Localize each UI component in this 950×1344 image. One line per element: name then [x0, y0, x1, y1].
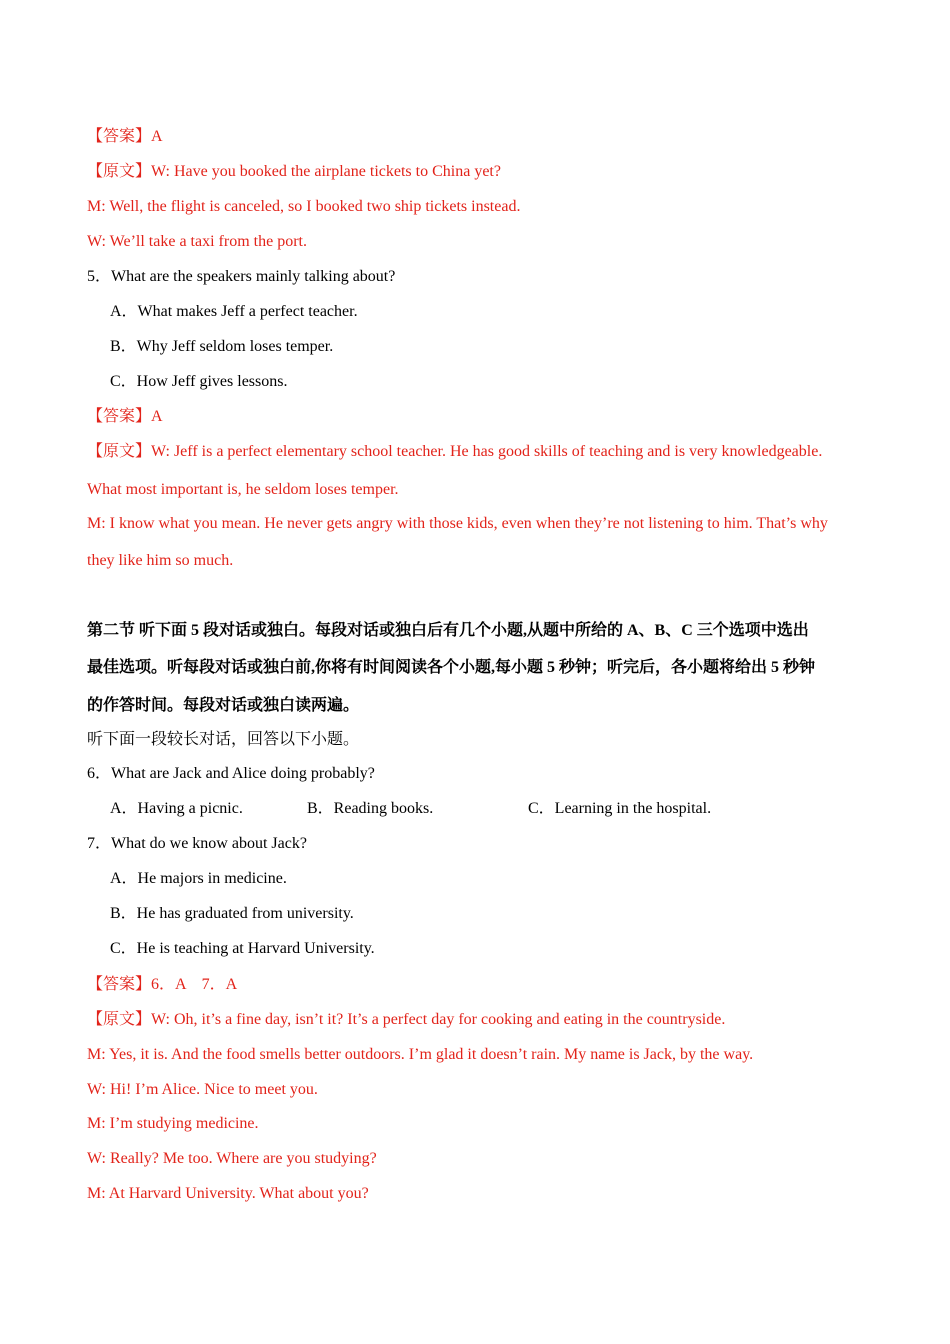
question-5: 5．What are the speakers mainly talking about? — [87, 268, 396, 285]
section-heading: 第二节 听下面 5 段对话或独白。每段对话或独白后有几个小题,从题中所给的 A、B、C 三个选项中选出 — [87, 622, 809, 639]
option-a: A．He majors in medicine. — [110, 870, 287, 887]
option-c: C．How Jeff gives lessons. — [110, 373, 288, 390]
option-c: C．He is teaching at Harvard University. — [110, 940, 375, 957]
option-b: B．He has graduated from university. — [110, 905, 354, 922]
option-a: A．Having a picnic. — [110, 800, 243, 817]
option-b: B．Reading books. — [307, 800, 434, 817]
section-heading-cont: 的作答时间。每段对话或独白读两遍。 — [87, 697, 360, 714]
transcript-line: M: Yes, it is. And the food smells better outdoors. I’m glad it doesn’t rain. My name is Jack, by the way. — [87, 1046, 754, 1063]
question-7: 7．What do we know about Jack? — [87, 835, 307, 852]
section-heading-cont: 最佳选项。听每段对话或独白前,你将有时间阅读各个小题,每小题 5 秒钟；听完后，各小题将给出 5 秒钟 — [87, 659, 816, 676]
question-6: 6．What are Jack and Alice doing probably? — [87, 765, 375, 782]
transcript-line: they like him so much. — [87, 552, 234, 569]
section-intro: 听下面一段较长对话，回答以下小题。 — [87, 731, 360, 748]
transcript-line: What most important is, he seldom loses temper. — [87, 481, 399, 498]
transcript-line: 【原文】W: Have you booked the airplane tickets to China yet? — [87, 163, 501, 180]
option-c: C．Learning in the hospital. — [528, 800, 712, 817]
transcript-line: 【原文】W: Oh, it’s a fine day, isn’t it? It’s a perfect day for cooking and eating in the countryside. — [87, 1011, 726, 1028]
option-a: A．What makes Jeff a perfect teacher. — [110, 303, 358, 320]
answer-label: 【答案】6．A 7．A — [87, 976, 238, 993]
option-b: B．Why Jeff seldom loses temper. — [110, 338, 334, 355]
transcript-line: M: I’m studying medicine. — [87, 1115, 259, 1132]
transcript-line: W: Really? Me too. Where are you studying? — [87, 1150, 377, 1167]
transcript-line: M: At Harvard University. What about you? — [87, 1185, 369, 1202]
transcript-line: W: Hi! I’m Alice. Nice to meet you. — [87, 1081, 318, 1098]
answer-label: 【答案】A — [87, 128, 163, 145]
transcript-line: M: Well, the flight is canceled, so I booked two ship tickets instead. — [87, 198, 521, 215]
answer-label: 【答案】A — [87, 408, 163, 425]
transcript-line: M: I know what you mean. He never gets angry with those kids, even when they’re not listening to him. That’s why — [87, 515, 828, 532]
transcript-line: W: We’ll take a taxi from the port. — [87, 233, 307, 250]
transcript-line: 【原文】W: Jeff is a perfect elementary school teacher. He has good skills of teaching and is very knowledgeable. — [87, 443, 823, 460]
